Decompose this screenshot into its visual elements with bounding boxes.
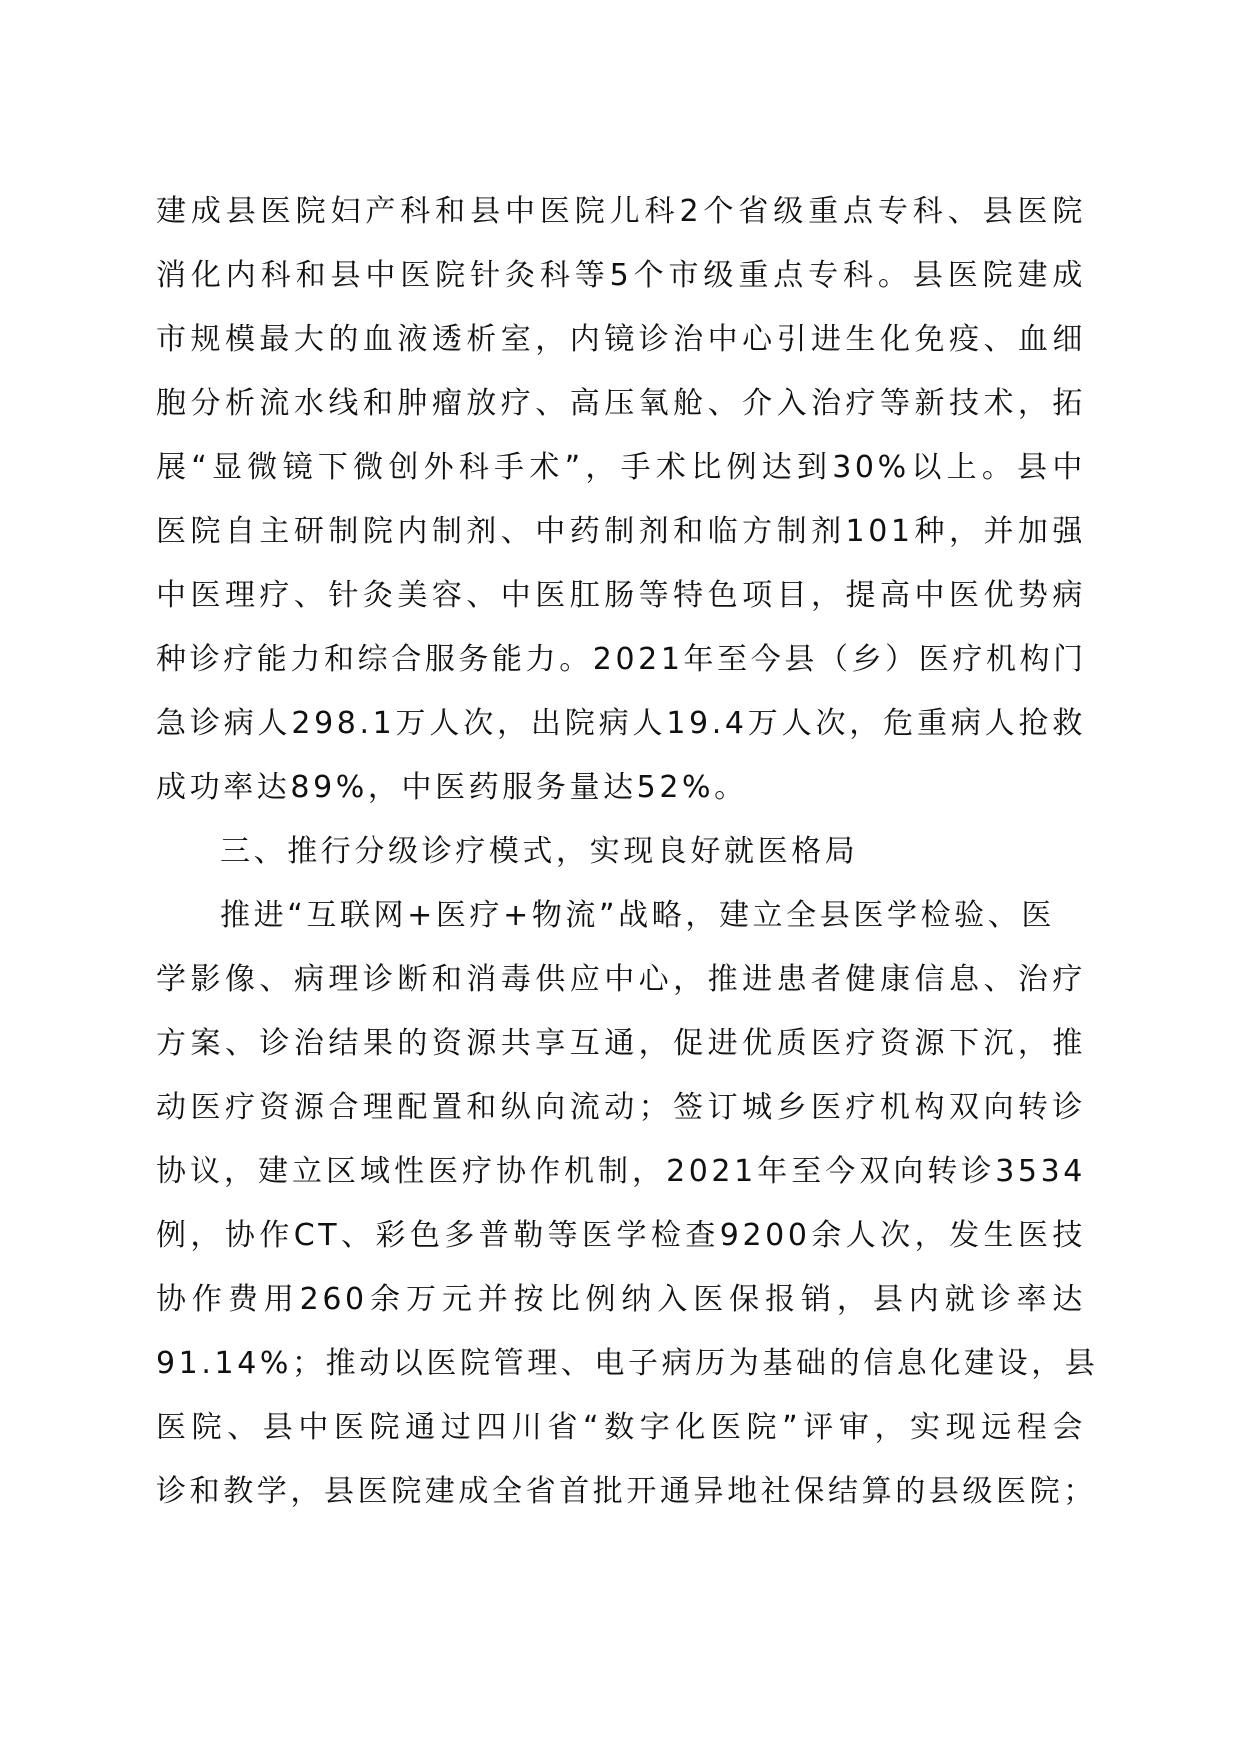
paragraph-line: 医院自主研制院内制剂、中药制剂和临方制剂101种，并加强 [156,514,1086,549]
paragraph-line: 协议，建立区域性医疗协作机制，2021年至今双向转诊3534 [156,1154,1086,1189]
paragraph-line: 推进“互联网+医疗+物流”战略，建立全县医学检验、医 [220,898,1055,933]
paragraph-line: 协作费用260余万元并按比例纳入医保报销，县内就诊率达 [156,1282,1086,1317]
paragraph-line: 91.14%；推动以医院管理、电子病历为基础的信息化建设，县 [156,1346,1099,1381]
paragraph-line: 胞分析流水线和肿瘤放疗、高压氧舱、介入治疗等新技术，拓 [156,386,1086,421]
paragraph-line: 方案、诊治结果的资源共享互通，促进优质医疗资源下沉，推 [156,1026,1086,1061]
paragraph-line: 学影像、病理诊断和消毒供应中心，推进患者健康信息、治疗 [156,962,1086,997]
paragraph-line: 医院、县中医院通过四川省“数字化医院”评审，实现远程会 [156,1410,1086,1445]
paragraph-line: 中医理疗、针灸美容、中医肛肠等特色项目，提高中医优势病 [156,578,1086,613]
paragraph-line: 成功率达89%，中医药服务量达52%。 [156,770,748,805]
paragraph-line: 展“显微镜下微创外科手术”，手术比例达到30%以上。县中 [156,450,1086,485]
paragraph-tiered-care [156,884,1099,1524]
paragraph-line: 消化内科和县中医院针灸科等5个市级重点专科。县医院建成 [156,258,1086,293]
section-heading: 三、推行分级诊疗模式，实现良好就医格局 [220,834,859,869]
paragraph-line: 动医疗资源合理配置和纵向流动；签订城乡医疗机构双向转诊 [156,1090,1086,1125]
paragraph-line: 建成县医院妇产科和县中医院儿科2个省级重点专科、县医院 [156,194,1086,229]
paragraph-line: 例，协作CT、彩色多普勒等医学检查9200余人次，发生医技 [156,1218,1086,1253]
paragraph-line: 种诊疗能力和综合服务能力。2021年至今县（乡）医疗机构门 [156,642,1087,677]
paragraph-line: 市规模最大的血液透析室，内镜诊治中心引进生化免疫、血细 [156,322,1086,357]
paragraph-line: 诊和教学，县医院建成全省首批开通异地社保结算的县级医院； [156,1474,1097,1509]
paragraph-line: 急诊病人298.1万人次，出院病人19.4万人次，危重病人抢救 [156,706,1086,741]
document-body [156,180,1099,1524]
paragraph-specialties [156,180,1086,820]
